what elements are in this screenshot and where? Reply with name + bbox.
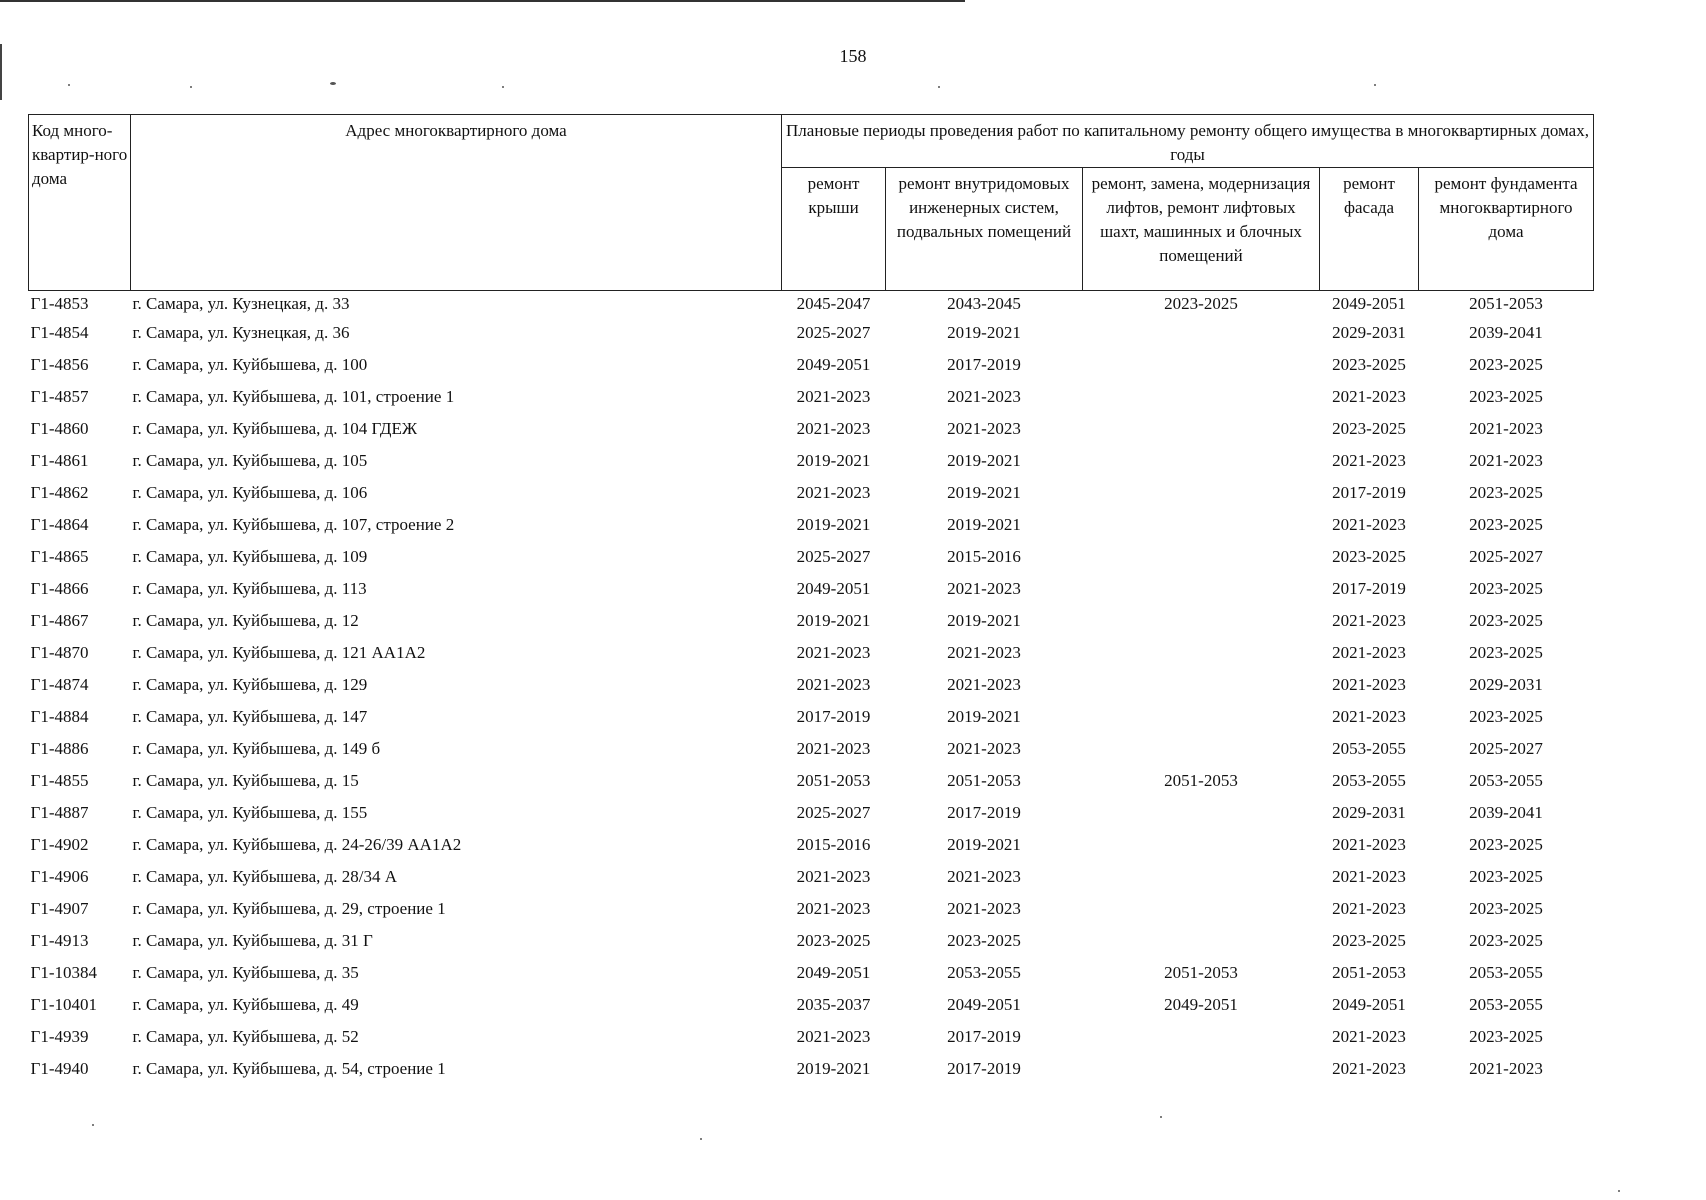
cell-elevator [1083,675,1320,707]
table-row [29,675,1594,707]
cell-engineering: 2043-2045 [947,294,1021,313]
cell-foundation: 2053-2055 [1469,771,1543,790]
cell-elevator [1083,739,1320,771]
cell-code: Г1-4854 [30,323,89,342]
table-row [29,643,1594,675]
cell-elevator [1083,1027,1320,1059]
table-row [29,323,1594,355]
cell-address: г. Самара, ул. Куйбышева, д. 52 [132,1027,359,1046]
scan-top-rule [0,0,965,2]
cell-elevator [1083,643,1320,675]
scan-speck [1618,1190,1620,1192]
cell-facade: 2021-2023 [1332,899,1406,918]
header-code: Код много-квартир-ного дома [29,115,131,291]
cell-roof: 2051-2053 [796,771,871,790]
cell-engineering: 2021-2023 [947,899,1021,918]
cell-address: г. Самара, ул. Куйбышева, д. 24-26/39 АА1А2 [132,835,462,854]
cell-address: г. Самара, ул. Куйбышева, д. 149 б [132,739,381,758]
cell-address: г. Самара, ул. Куйбышева, д. 15 [132,771,359,790]
cell-engineering: 2019-2021 [947,451,1021,470]
cell-code: Г1-10401 [30,995,97,1014]
header-address: Адрес многоквартирного дома [131,115,782,291]
cell-foundation: 2023-2025 [1469,899,1543,918]
cell-roof: 2021-2023 [796,419,871,438]
cell-code: Г1-4865 [30,547,89,566]
cell-facade: 2017-2019 [1332,483,1406,502]
cell-elevator: 2049-2051 [1164,995,1238,1014]
cell-address: г. Самара, ул. Куйбышева, д. 29, строение 1 [132,899,446,918]
cell-code: Г1-4860 [30,419,89,438]
header-roof: ремонт крыши [782,168,886,291]
cell-roof: 2049-2051 [796,355,871,374]
cell-foundation: 2051-2053 [1469,294,1543,313]
capital-repair-table [28,114,1594,1091]
table-row [29,995,1594,1027]
cell-roof: 2021-2023 [796,675,871,694]
table-row [29,579,1594,611]
cell-code: Г1-4857 [30,387,89,406]
cell-code: Г1-4864 [30,515,89,534]
header-foundation: ремонт фундамента многоквартирного дома [1419,168,1594,291]
cell-roof: 2021-2023 [796,739,871,758]
cell-address: г. Самара, ул. Куйбышева, д. 100 [132,355,368,374]
cell-address: г. Самара, ул. Куйбышева, д. 155 [132,803,368,822]
cell-engineering: 2017-2019 [947,355,1021,374]
cell-code: Г1-4940 [30,1059,89,1078]
cell-facade: 2021-2023 [1332,515,1406,534]
cell-facade: 2029-2031 [1332,323,1406,342]
cell-foundation: 2029-2031 [1469,675,1543,694]
cell-roof: 2021-2023 [796,643,871,662]
table-row [29,611,1594,643]
cell-facade: 2021-2023 [1332,451,1406,470]
cell-foundation: 2023-2025 [1469,355,1543,374]
cell-foundation: 2025-2027 [1469,739,1543,758]
cell-foundation: 2021-2023 [1469,1059,1543,1078]
table-row [29,771,1594,803]
cell-elevator [1083,899,1320,931]
cell-foundation: 2023-2025 [1469,611,1543,630]
cell-foundation: 2039-2041 [1469,323,1543,342]
table-row [29,739,1594,771]
cell-roof: 2015-2016 [796,835,871,854]
table-row [29,835,1594,867]
cell-facade: 2029-2031 [1332,803,1406,822]
cell-roof: 2021-2023 [796,387,871,406]
cell-roof: 2049-2051 [796,963,871,982]
cell-roof: 2025-2027 [796,323,871,342]
cell-code: Г1-4906 [30,867,89,886]
cell-elevator [1083,323,1320,355]
cell-facade: 2051-2053 [1332,963,1406,982]
table-row [29,707,1594,739]
cell-engineering: 2019-2021 [947,323,1021,342]
cell-address: г. Самара, ул. Куйбышева, д. 121 АА1А2 [132,643,426,662]
cell-code: Г1-4866 [30,579,89,598]
cell-engineering: 2021-2023 [947,419,1021,438]
cell-engineering: 2021-2023 [947,643,1021,662]
cell-code: Г1-4939 [30,1027,89,1046]
cell-engineering: 2019-2021 [947,707,1021,726]
cell-roof: 2021-2023 [796,483,871,502]
cell-engineering: 2017-2019 [947,1027,1021,1046]
table-row [29,291,1594,324]
cell-foundation: 2025-2027 [1469,547,1543,566]
cell-code: Г1-4862 [30,483,89,502]
cell-address: г. Самара, ул. Куйбышева, д. 109 [132,547,368,566]
scan-speck [330,82,336,85]
cell-roof: 2019-2021 [796,451,871,470]
cell-code: Г1-4861 [30,451,89,470]
cell-facade: 2021-2023 [1332,387,1406,406]
header-elevator: ремонт, замена, модернизация лифтов, ремонт лифтовых шахт, машинных и блочных помещений [1083,168,1320,291]
cell-foundation: 2023-2025 [1469,579,1543,598]
cell-elevator [1083,515,1320,547]
header-periods-group: Плановые периоды проведения работ по капитальному ремонту общего имущества в многоквартирных домах, годы [782,115,1594,168]
cell-code: Г1-4913 [30,931,89,950]
cell-foundation: 2023-2025 [1469,387,1543,406]
cell-code: Г1-4867 [30,611,89,630]
scan-speck [68,84,70,86]
cell-roof: 2045-2047 [796,294,871,313]
table-row [29,387,1594,419]
cell-address: г. Самара, ул. Куйбышева, д. 129 [132,675,368,694]
cell-engineering: 2021-2023 [947,579,1021,598]
cell-elevator: 2051-2053 [1164,771,1238,790]
cell-code: Г1-4853 [30,294,89,313]
header-engineering: ремонт внутридомовых инженерных систем, подвальных помещений [886,168,1083,291]
cell-address: г. Самара, ул. Куйбышева, д. 101, строение 1 [132,387,455,406]
scan-speck [1160,1116,1162,1118]
cell-facade: 2023-2025 [1332,547,1406,566]
cell-code: Г1-4874 [30,675,89,694]
cell-roof: 2025-2027 [796,547,871,566]
cell-engineering: 2015-2016 [947,547,1021,566]
cell-facade: 2021-2023 [1332,611,1406,630]
cell-elevator [1083,451,1320,483]
cell-code: Г1-4870 [30,643,89,662]
cell-elevator [1083,1059,1320,1091]
table-body [29,291,1594,1092]
scan-speck [502,86,504,88]
cell-elevator [1083,611,1320,643]
cell-engineering: 2051-2053 [947,771,1021,790]
table-row [29,451,1594,483]
cell-foundation: 2023-2025 [1469,483,1543,502]
cell-engineering: 2053-2055 [947,963,1021,982]
cell-address: г. Самара, ул. Кузнецкая, д. 36 [132,323,350,342]
cell-facade: 2021-2023 [1332,707,1406,726]
cell-facade: 2049-2051 [1332,995,1406,1014]
table-row [29,355,1594,387]
cell-code: Г1-10384 [30,963,97,982]
cell-engineering: 2021-2023 [947,387,1021,406]
cell-facade: 2021-2023 [1332,1059,1406,1078]
cell-address: г. Самара, ул. Куйбышева, д. 106 [132,483,368,502]
cell-elevator [1083,803,1320,835]
cell-roof: 2019-2021 [796,1059,871,1078]
cell-elevator [1083,579,1320,611]
cell-roof: 2023-2025 [796,931,871,950]
cell-roof: 2021-2023 [796,867,871,886]
cell-address: г. Самара, ул. Куйбышева, д. 35 [132,963,359,982]
table-header [29,115,1594,291]
cell-foundation: 2023-2025 [1469,707,1543,726]
cell-foundation: 2021-2023 [1469,451,1543,470]
cell-engineering: 2017-2019 [947,803,1021,822]
cell-foundation: 2023-2025 [1469,867,1543,886]
cell-engineering: 2021-2023 [947,867,1021,886]
cell-facade: 2021-2023 [1332,867,1406,886]
cell-foundation: 2053-2055 [1469,995,1543,1014]
table-row [29,867,1594,899]
cell-facade: 2021-2023 [1332,835,1406,854]
table-row [29,419,1594,451]
cell-engineering: 2019-2021 [947,515,1021,534]
cell-address: г. Самара, ул. Кузнецкая, д. 33 [132,294,350,313]
cell-code: Г1-4856 [30,355,89,374]
cell-engineering: 2049-2051 [947,995,1021,1014]
cell-elevator [1083,355,1320,387]
cell-address: г. Самара, ул. Куйбышева, д. 31 Г [132,931,373,950]
cell-address: г. Самара, ул. Куйбышева, д. 147 [132,707,368,726]
cell-code: Г1-4855 [30,771,89,790]
cell-facade: 2017-2019 [1332,579,1406,598]
page-number: 158 [839,46,867,66]
cell-engineering: 2019-2021 [947,611,1021,630]
cell-roof: 2019-2021 [796,611,871,630]
cell-address: г. Самара, ул. Куйбышева, д. 104 ГДЕЖ [132,419,418,438]
cell-address: г. Самара, ул. Куйбышева, д. 54, строение 1 [132,1059,446,1078]
table-row [29,483,1594,515]
cell-foundation: 2023-2025 [1469,931,1543,950]
cell-code: Г1-4884 [30,707,89,726]
cell-facade: 2023-2025 [1332,355,1406,374]
cell-foundation: 2021-2023 [1469,419,1543,438]
header-facade: ремонт фасада [1320,168,1419,291]
cell-elevator [1083,867,1320,899]
cell-facade: 2021-2023 [1332,1027,1406,1046]
cell-roof: 2025-2027 [796,803,871,822]
cell-address: г. Самара, ул. Куйбышева, д. 49 [132,995,359,1014]
cell-elevator: 2023-2025 [1164,294,1238,313]
table-row [29,515,1594,547]
cell-roof: 2021-2023 [796,899,871,918]
cell-code: Г1-4907 [30,899,89,918]
cell-elevator [1083,931,1320,963]
cell-roof: 2017-2019 [796,707,871,726]
cell-facade: 2021-2023 [1332,643,1406,662]
cell-elevator: 2051-2053 [1164,963,1238,982]
cell-address: г. Самара, ул. Куйбышева, д. 113 [132,579,367,598]
cell-roof: 2021-2023 [796,1027,871,1046]
cell-foundation: 2023-2025 [1469,515,1543,534]
cell-address: г. Самара, ул. Куйбышева, д. 107, строение 2 [132,515,455,534]
cell-elevator [1083,707,1320,739]
cell-roof: 2035-2037 [796,995,871,1014]
cell-foundation: 2023-2025 [1469,643,1543,662]
cell-code: Г1-4887 [30,803,89,822]
scan-speck [938,86,940,88]
cell-elevator [1083,483,1320,515]
cell-code: Г1-4902 [30,835,89,854]
cell-address: г. Самара, ул. Куйбышева, д. 12 [132,611,359,630]
cell-facade: 2023-2025 [1332,931,1406,950]
cell-elevator [1083,419,1320,451]
cell-engineering: 2019-2021 [947,483,1021,502]
cell-elevator [1083,387,1320,419]
table-row [29,963,1594,995]
cell-engineering: 2021-2023 [947,675,1021,694]
cell-address: г. Самара, ул. Куйбышева, д. 105 [132,451,368,470]
cell-foundation: 2023-2025 [1469,1027,1543,1046]
table-row [29,899,1594,931]
scan-speck [700,1138,702,1140]
cell-engineering: 2021-2023 [947,739,1021,758]
table-row [29,547,1594,579]
cell-engineering: 2023-2025 [947,931,1021,950]
table-row [29,1059,1594,1091]
table-row [29,931,1594,963]
cell-foundation: 2053-2055 [1469,963,1543,982]
cell-address: г. Самара, ул. Куйбышева, д. 28/34 А [132,867,398,886]
scan-speck [1374,84,1376,86]
table-row [29,1027,1594,1059]
cell-foundation: 2039-2041 [1469,803,1543,822]
table-row [29,803,1594,835]
cell-facade: 2049-2051 [1332,294,1406,313]
cell-facade: 2021-2023 [1332,675,1406,694]
cell-elevator [1083,547,1320,579]
scan-speck [92,1124,94,1126]
cell-elevator [1083,835,1320,867]
scan-speck [190,86,192,88]
cell-facade: 2023-2025 [1332,419,1406,438]
cell-engineering: 2019-2021 [947,835,1021,854]
cell-foundation: 2023-2025 [1469,835,1543,854]
cell-facade: 2053-2055 [1332,771,1406,790]
cell-roof: 2049-2051 [796,579,871,598]
cell-code: Г1-4886 [30,739,89,758]
cell-facade: 2053-2055 [1332,739,1406,758]
cell-engineering: 2017-2019 [947,1059,1021,1078]
cell-roof: 2019-2021 [796,515,871,534]
